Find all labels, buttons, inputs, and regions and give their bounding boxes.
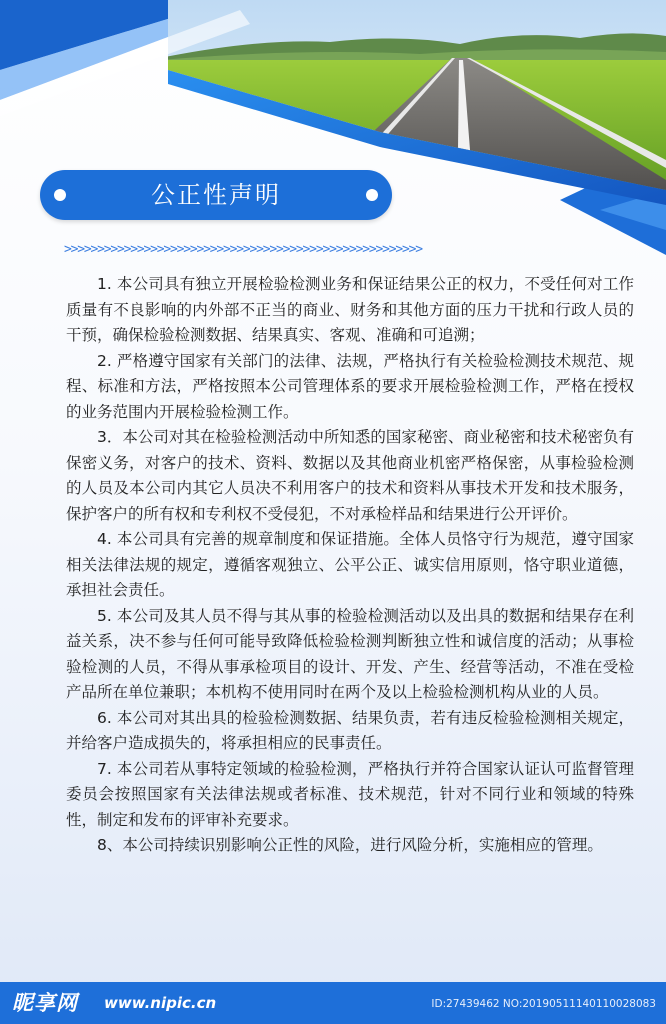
statement-paragraph: 3．本公司对其在检验检测活动中所知悉的国家秘密、商业秘密和技术秘密负有保密义务，对客户的技术、资料、数据以及其他商业机密严格保密，从事检验检测的人员及本公司内其它人员决不利用客户的技术和资料从事技术开发和技术服务，保护客户的所有权和专利权不受侵犯，不对承检样品和结果进行公开评价。: [66, 428, 634, 523]
statement-paragraph: 7. 本公司若从事特定领域的检验检测，严格执行并符合国家认证认可监督管理委员会按照国家有关法律法规或者标准、技术规范，针对不同行业和领域的特殊性，制定和发布的评审补充要求。: [66, 759, 634, 829]
watermark-footer: [0, 982, 666, 1024]
arrow-separator: >>>>>>>>>>>>>>>>>>>>>>>>>>>>>>>>>>>>>>>>>>>>>>>>>>>>>>: [64, 242, 422, 257]
statement-paragraph: 6. 本公司对其出具的检验检测数据、结果负责，若有违反检验检测相关规定，并给客户造成损失的，将承担相应的民事责任。: [66, 708, 634, 752]
site-logo: 昵享网: [12, 991, 78, 1015]
statement-paragraph: 2. 严格遵守国家有关部门的法律、法规，严格执行有关检验检测技术规范、规程、标准和方法，严格按照本公司管理体系的要求开展检验检测工作，严格在授权的业务范围内开展检验检测工作。: [66, 351, 634, 421]
photo-id: ID:27439462 NO:20190511140110028083: [431, 998, 656, 1010]
site-url: www.nipic.cn: [104, 994, 217, 1012]
title-banner: [40, 170, 392, 220]
statement-paragraph: 1. 本公司具有独立开展检验检测业务和保证结果公正的权力，不受任何对工作质量有不良影响的内外部不正当的商业、财务和其他方面的压力干扰和行政人员的干预，确保检验检测数据、结果真实、客观、准确和可追溯；: [66, 275, 634, 344]
statement-paragraph: 8、本公司持续识别影响公正性的风险，进行风险分析，实施相应的管理。: [97, 836, 603, 854]
page-title: 公正性声明: [151, 181, 281, 209]
statement-body: [66, 272, 634, 859]
statement-paragraph: 5. 本公司及其人员不得与其从事的检验检测活动以及出具的数据和结果存在利益关系，决不参与任何可能导致降低检验检测判断独立性和诚信度的活动；从事检验检测的人员，不得从事承检项目的设计、开发、产生、经营等活动，不准在受检产品所在单位兼职；本机构不使用同时在两个及以上检验检测机构从业的人员。: [66, 606, 634, 701]
dot-icon: [366, 189, 378, 201]
statement-paragraph: 4. 本公司具有完善的规章制度和保证措施。全体人员恪守行为规范，遵守国家相关法律法规的规定，遵循客观独立、公平公正、诚实信用原则，恪守职业道德，承担社会责任。: [66, 530, 634, 599]
